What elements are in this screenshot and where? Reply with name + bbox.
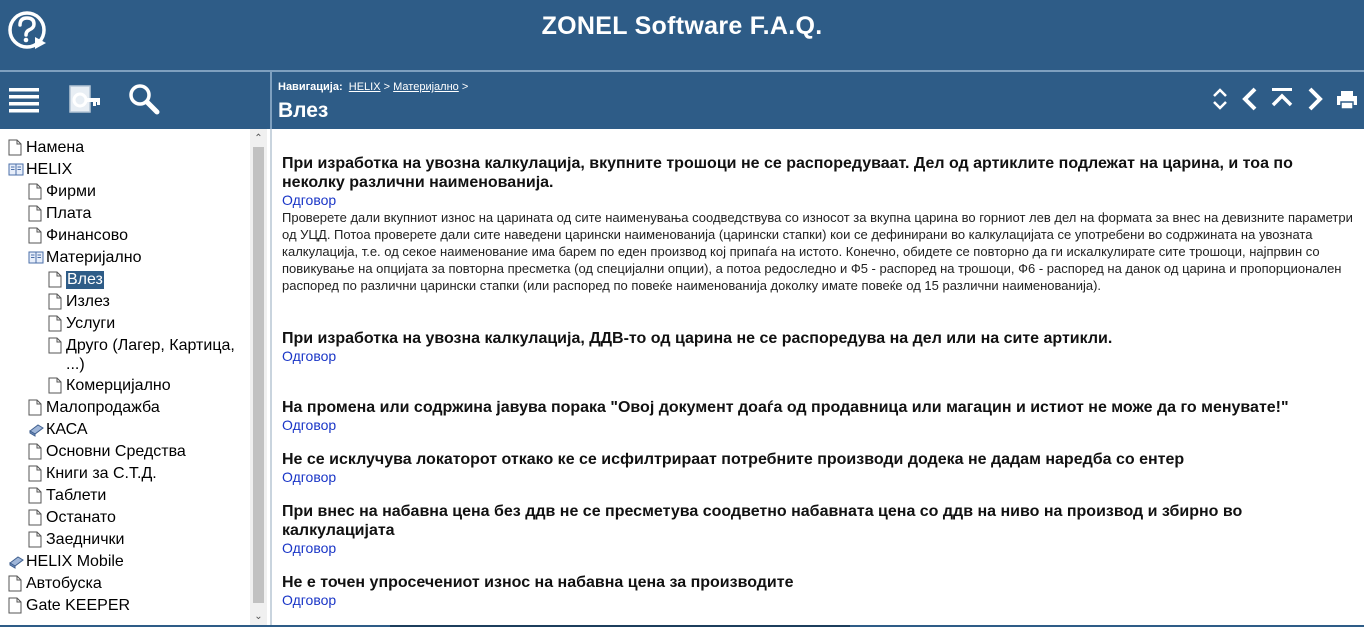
page-icon (8, 597, 22, 614)
scrollbar-thumb[interactable] (253, 147, 264, 603)
breadcrumb (278, 81, 468, 93)
sidebar-item[interactable] (0, 313, 250, 335)
sidebar-item-label: Плата (46, 205, 92, 222)
page-icon (28, 509, 42, 526)
faq-item (282, 502, 1354, 557)
sidebar-item[interactable] (0, 419, 250, 441)
page-icon (8, 575, 22, 592)
breadcrumb-link-materijalno[interactable]: Материјално (393, 81, 459, 93)
sidebar-scrollbar[interactable] (250, 129, 267, 625)
sidebar-item-label: Заеднички (46, 531, 125, 548)
faq-question: При изработка на увозна калкулација, вкупните трошоци не се распоредуваат. Дел од артиклите подлежат на царина, и тоа по неколку различни наименованија. (282, 155, 1293, 191)
sidebar-item-label: Фирми (46, 183, 96, 200)
faq-question: Не е точен упросечениот износ на набавна цена за производите (282, 574, 794, 591)
sidebar-item-label: Gate KEEPER (26, 597, 131, 614)
search-icon[interactable] (125, 80, 161, 116)
faq-item (282, 329, 1354, 365)
faq-item (282, 154, 1354, 294)
sidebar-item-label: Излез (66, 293, 110, 310)
page-icon (48, 377, 62, 394)
sidebar-item-label: Материјално (46, 249, 142, 266)
sidebar-item-label: Друго (Лагер, Картица, ...) (66, 337, 235, 373)
sidebar-item-label: Таблети (46, 487, 107, 504)
answer-link[interactable]: Одговор (282, 348, 337, 364)
sidebar-item-label: Малопродажба (46, 399, 160, 416)
page-icon (48, 271, 62, 288)
faq-item (282, 450, 1354, 486)
sidebar-item[interactable] (0, 595, 250, 617)
sidebar-item[interactable] (0, 225, 250, 247)
breadcrumb-link-helix[interactable]: HELIX (348, 81, 381, 93)
sidebar-item[interactable] (0, 441, 250, 463)
sidebar-item[interactable] (0, 291, 250, 313)
sidebar-item[interactable] (0, 247, 250, 269)
sidebar-item[interactable] (0, 573, 250, 595)
app-title: ZONEL Software F.A.Q. (541, 12, 823, 40)
sidebar-item[interactable] (0, 181, 250, 203)
sidebar-item-label: Основни Средства (46, 443, 186, 460)
answer-link[interactable]: Одговор (282, 417, 337, 433)
sidebar-item[interactable] (0, 375, 250, 397)
sidebar-item[interactable] (0, 529, 250, 551)
sidebar-item-label: Услуги (66, 315, 116, 332)
sidebar-item-label: Автобуска (26, 575, 102, 592)
faq-item (282, 573, 1354, 609)
page-icon (28, 183, 42, 200)
sidebar-item[interactable] (0, 463, 250, 485)
sidebar-item[interactable] (0, 269, 250, 291)
sidebar-item-label: Намена (26, 139, 85, 156)
page-icon (48, 293, 62, 310)
sidebar-item[interactable] (0, 485, 250, 507)
page-icon (28, 531, 42, 548)
prev-icon[interactable] (1238, 86, 1262, 112)
book-open-icon (8, 161, 22, 178)
page-icon (28, 465, 42, 482)
scroll-up-arrow-icon[interactable]: ⌃ (254, 133, 263, 144)
sidebar-item[interactable] (0, 551, 250, 573)
expand-collapse-icon[interactable] (1208, 86, 1232, 112)
print-icon[interactable] (1335, 86, 1359, 112)
sidebar-item-label: HELIX Mobile (26, 553, 124, 570)
page-icon (48, 315, 62, 332)
search-key-icon[interactable] (66, 80, 102, 116)
faq-question: Не се исклучува локаторот откако ке се исфилтрираат потребните производи додека не дадам наредба со ентер (282, 451, 1185, 468)
book-closed-icon (28, 421, 42, 438)
breadcrumb-label: Навигација: (278, 81, 343, 93)
answer-link[interactable]: Одговор (282, 592, 337, 608)
tree-list (0, 137, 250, 617)
page-icon (28, 227, 42, 244)
book-open-icon (28, 249, 42, 266)
faq-question: При внес на набавна цена без ддв не се пресметува соодветно набавната цена со ддв на ниво на производ и збирно во калкулацијата (282, 503, 1243, 539)
answer-link[interactable]: Одговор (282, 540, 337, 556)
next-icon[interactable] (1303, 86, 1327, 112)
page-icon (28, 443, 42, 460)
scroll-down-arrow-icon[interactable]: ⌄ (254, 611, 263, 622)
top-icon[interactable] (1270, 86, 1294, 112)
sidebar-item-label: Влез (67, 271, 103, 288)
page-icon (28, 399, 42, 416)
faq-question: На промена или содржина јавува порака "Овој документ доаѓа од продавница или магацин и истиот не може да го менувате!" (282, 399, 1289, 416)
book-closed-icon (8, 553, 22, 570)
answer-link[interactable]: Одговор (282, 192, 337, 208)
faq-question: При изработка на увозна калкулација, ДДВ-то од царина не се распоредува на дел или на сите артикли. (282, 330, 1113, 347)
sidebar-item[interactable] (0, 159, 250, 181)
page-icon (28, 487, 42, 504)
sidebar-item-label: Комерцијално (66, 377, 171, 394)
sidebar-item[interactable] (0, 137, 250, 159)
sidebar-item[interactable] (0, 203, 250, 225)
breadcrumb-separator: > (383, 81, 391, 93)
sidebar-item-label: Останато (46, 509, 116, 526)
page-title: Влез (278, 99, 329, 122)
sidebar-item-label: HELIX (26, 161, 73, 178)
page-icon (48, 337, 62, 354)
sidebar-item-label: КАСА (46, 421, 88, 438)
sidebar-tree (0, 129, 268, 625)
sidebar-toolbar (0, 72, 270, 129)
content-toolbar (272, 72, 1364, 129)
sidebar-item-label: Финансово (46, 227, 128, 244)
answer-link[interactable]: Одговор (282, 469, 337, 485)
faq-answer-text: Проверете дали вкупниот износ на царината од сите наименувања соодведствува со износот за вкупна царина во горниот лев дел на формата за внес на девизните параметри од УЦД. Потоа проверете дали сите наведени царински наименованија (царински стапки) кои се дефинирани во калкулацијата се употребени во содржината на увозната калкулација, т.е. од секое наименование има барем по еден производ кој припаѓа на истото. Конечно, обидете се повторно да ги искалкулирате сите трошоци, најпрвин со повикување на опцијата за повторна пресметка (од специјални опции), а потоа редоследно и Ф5 - распоред на трошоци, Ф6 - распоред на данок од царина и пропорционален распоред по различни царински стапки (или распоред по повеќе наименованија доколку имате повеќе од 15 различни наименованија). (282, 210, 1353, 293)
sidebar-item[interactable] (0, 507, 250, 529)
faq-item (282, 398, 1354, 434)
page-icon (28, 205, 42, 222)
breadcrumb-separator: > (461, 81, 469, 93)
sidebar-item[interactable] (0, 397, 250, 419)
faq-content (282, 154, 1354, 609)
top-header (0, 0, 1364, 70)
sidebar-item[interactable] (0, 335, 250, 375)
menu-icon[interactable] (6, 80, 42, 116)
sidebar-item-label: Книги за С.Т.Д. (46, 465, 157, 482)
pane-separator (270, 129, 272, 625)
page-icon (8, 139, 22, 156)
